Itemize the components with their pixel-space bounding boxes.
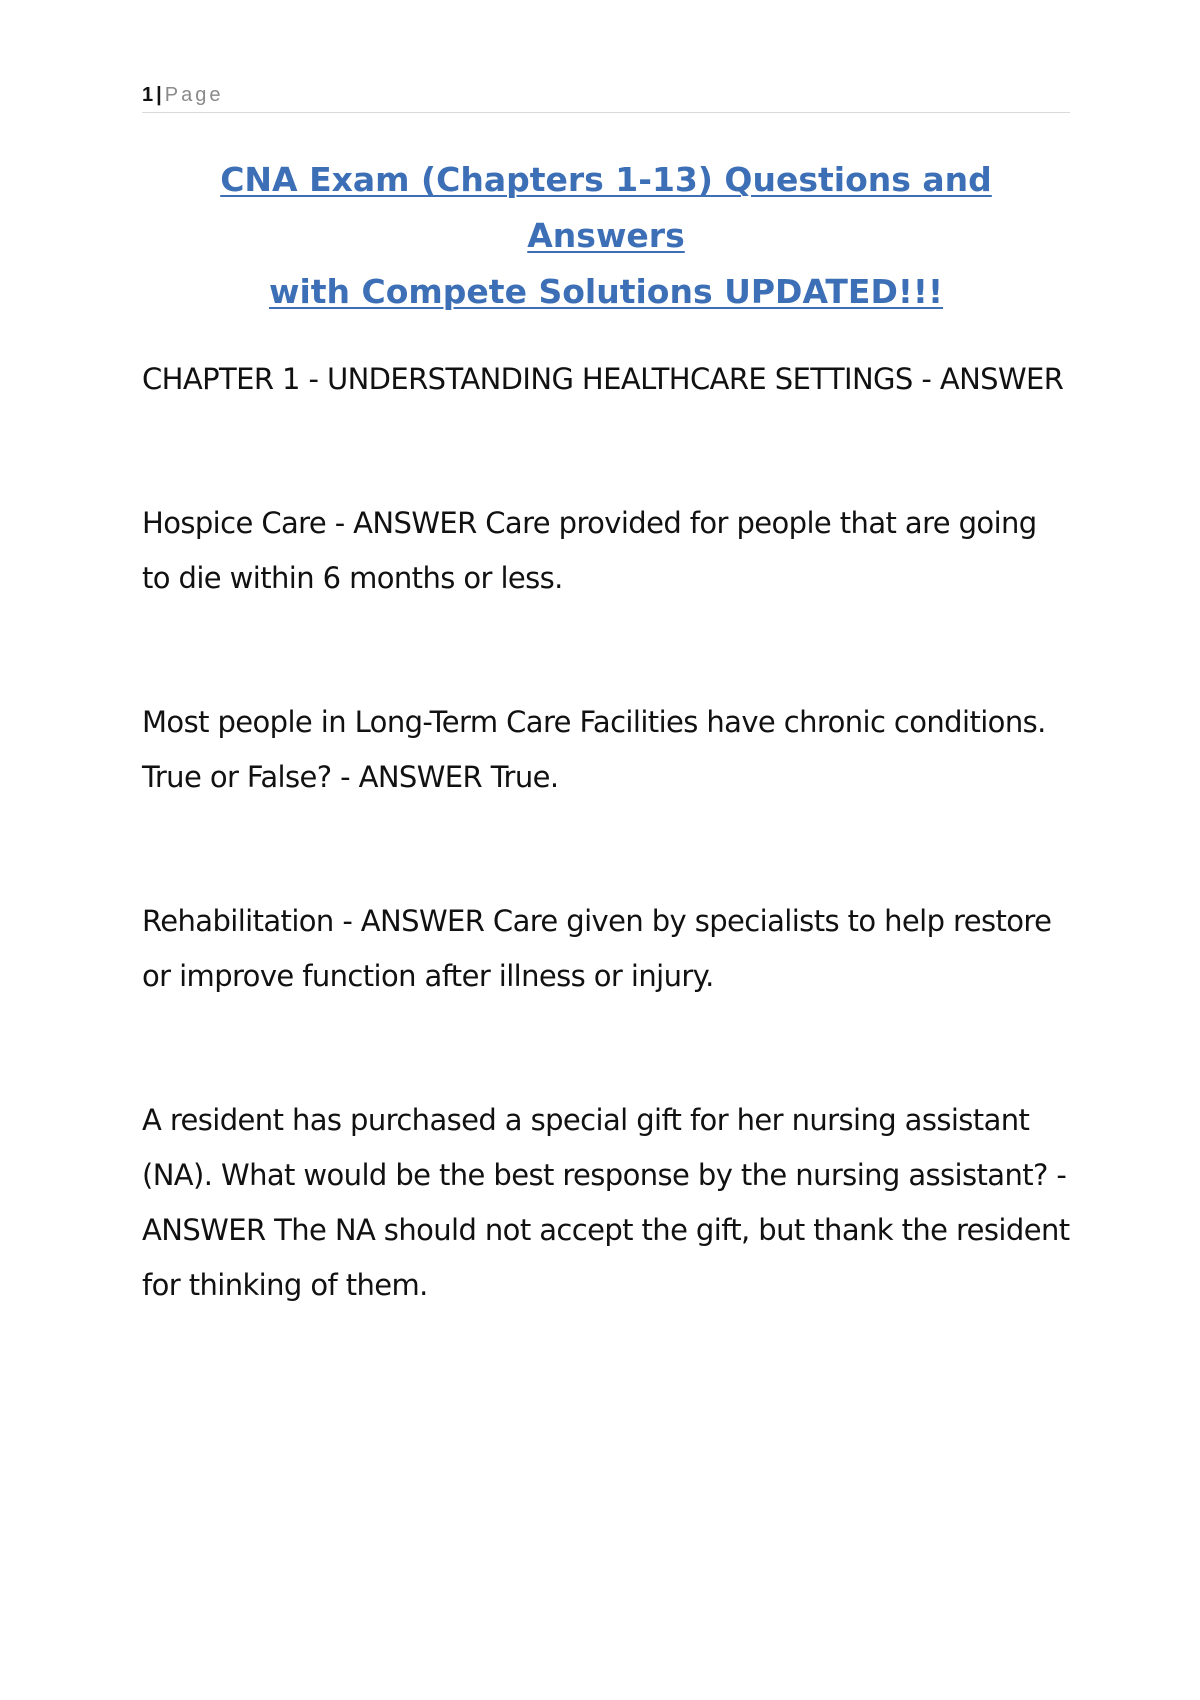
- document-title-line-2: with Compete Solutions UPDATED!!!: [268, 272, 944, 311]
- qa-hospice-care: Hospice Care - ANSWER Care provided for people that are going to die within 6 months or less.: [142, 506, 1037, 595]
- page-label: Page: [164, 84, 224, 106]
- document-title-line-1: CNA Exam (Chapters 1-13) Questions and Answers: [220, 160, 992, 255]
- document-body: [142, 352, 1072, 1313]
- page-number: 1: [142, 84, 154, 106]
- qa-rehabilitation: Rehabilitation - ANSWER Care given by specialists to help restore or improve function after illness or injury.: [142, 904, 1052, 993]
- page-separator: |: [156, 84, 162, 106]
- document-title: [142, 152, 1070, 320]
- page-header: [142, 78, 1070, 113]
- qa-resident-gift: A resident has purchased a special gift for her nursing assistant (NA). What would be the best response by the nursing assistant? - ANSWER The NA should not accept the gift, but thank the resident for thinking of them.: [142, 1103, 1070, 1302]
- chapter-heading: CHAPTER 1 - UNDERSTANDING HEALTHCARE SETTINGS - ANSWER: [142, 362, 1064, 396]
- qa-long-term-care: Most people in Long-Term Care Facilities have chronic conditions. True or False? - ANSWER True.: [142, 705, 1046, 794]
